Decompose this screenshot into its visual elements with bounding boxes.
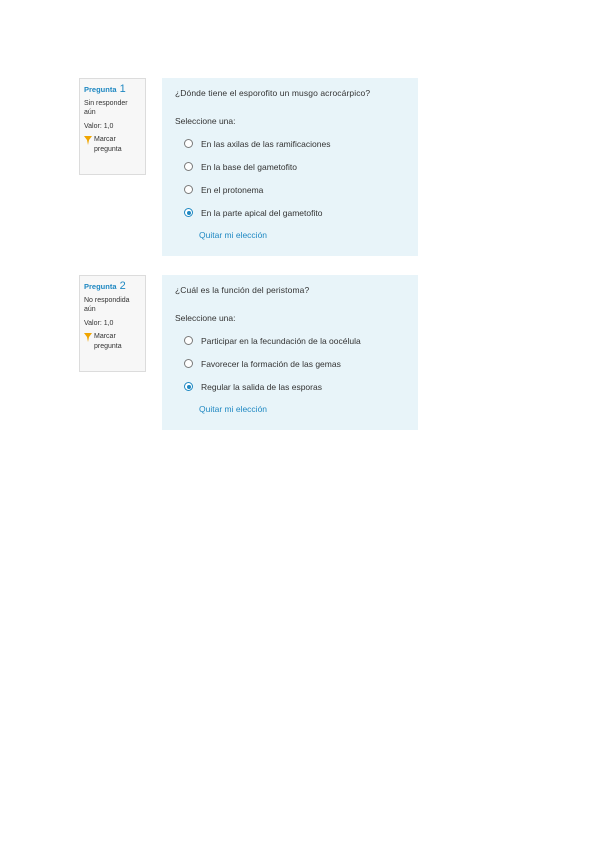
answer-prompt: Seleccione una:: [175, 313, 236, 323]
answer-option-label: En el protonema: [201, 184, 264, 195]
radio-button-checked[interactable]: [184, 208, 193, 217]
flag-label: Marcar pregunta: [94, 136, 122, 153]
question-content: [162, 78, 418, 256]
answer-option[interactable]: [175, 132, 405, 155]
answer-option-selected[interactable]: [175, 375, 405, 398]
question-state: Sin responder aún: [84, 99, 128, 117]
flag-label: Marcar pregunta: [94, 333, 122, 350]
answer-option-label: Regular la salida de las esporas: [201, 381, 322, 392]
question-state: No respondida aún: [84, 296, 130, 314]
question-text: ¿Cuál es la función del peristoma?: [175, 285, 310, 295]
question-label: Pregunta: [84, 282, 117, 291]
answer-option[interactable]: [175, 178, 405, 201]
clear-choice-link[interactable]: Quitar mi elección: [199, 230, 268, 240]
answer-prompt: Seleccione una:: [175, 116, 236, 126]
question-number: [84, 279, 141, 294]
question-grade: Valor: 1,0: [84, 319, 114, 327]
question-info-panel: [79, 78, 146, 175]
radio-button[interactable]: [184, 359, 193, 368]
answer-option[interactable]: [175, 352, 405, 375]
flag-question-toggle[interactable]: [84, 135, 141, 154]
radio-button-checked[interactable]: [184, 382, 193, 391]
radio-button[interactable]: [184, 139, 193, 148]
question-info-panel: [79, 275, 146, 372]
answer-option[interactable]: [175, 329, 405, 352]
question-grade: Valor: 1,0: [84, 122, 114, 130]
answer-option-label: En las axilas de las ramificaciones: [201, 138, 331, 149]
answer-option-label: En la base del gametofito: [201, 161, 297, 172]
question-text: ¿Dónde tiene el esporofito un musgo acrocárpico?: [175, 88, 371, 98]
answer-option-label: En la parte apical del gametofito: [201, 207, 323, 218]
answer-option[interactable]: [175, 155, 405, 178]
radio-button[interactable]: [184, 162, 193, 171]
question-number-value: 1: [119, 83, 126, 95]
clear-choice-link[interactable]: Quitar mi elección: [199, 404, 268, 414]
question-content: [162, 275, 418, 430]
answer-option-label: Favorecer la formación de las gemas: [201, 358, 341, 369]
question-label: Pregunta: [84, 85, 117, 94]
question-number: [84, 82, 141, 97]
answer-option-label: Participar en la fecundación de la oocélula: [201, 335, 361, 346]
flag-icon: [84, 136, 92, 145]
radio-button[interactable]: [184, 185, 193, 194]
question-number-value: 2: [119, 280, 126, 292]
answer-option-selected[interactable]: [175, 201, 405, 224]
flag-question-toggle[interactable]: [84, 332, 141, 351]
radio-button[interactable]: [184, 336, 193, 345]
flag-icon: [84, 333, 92, 342]
